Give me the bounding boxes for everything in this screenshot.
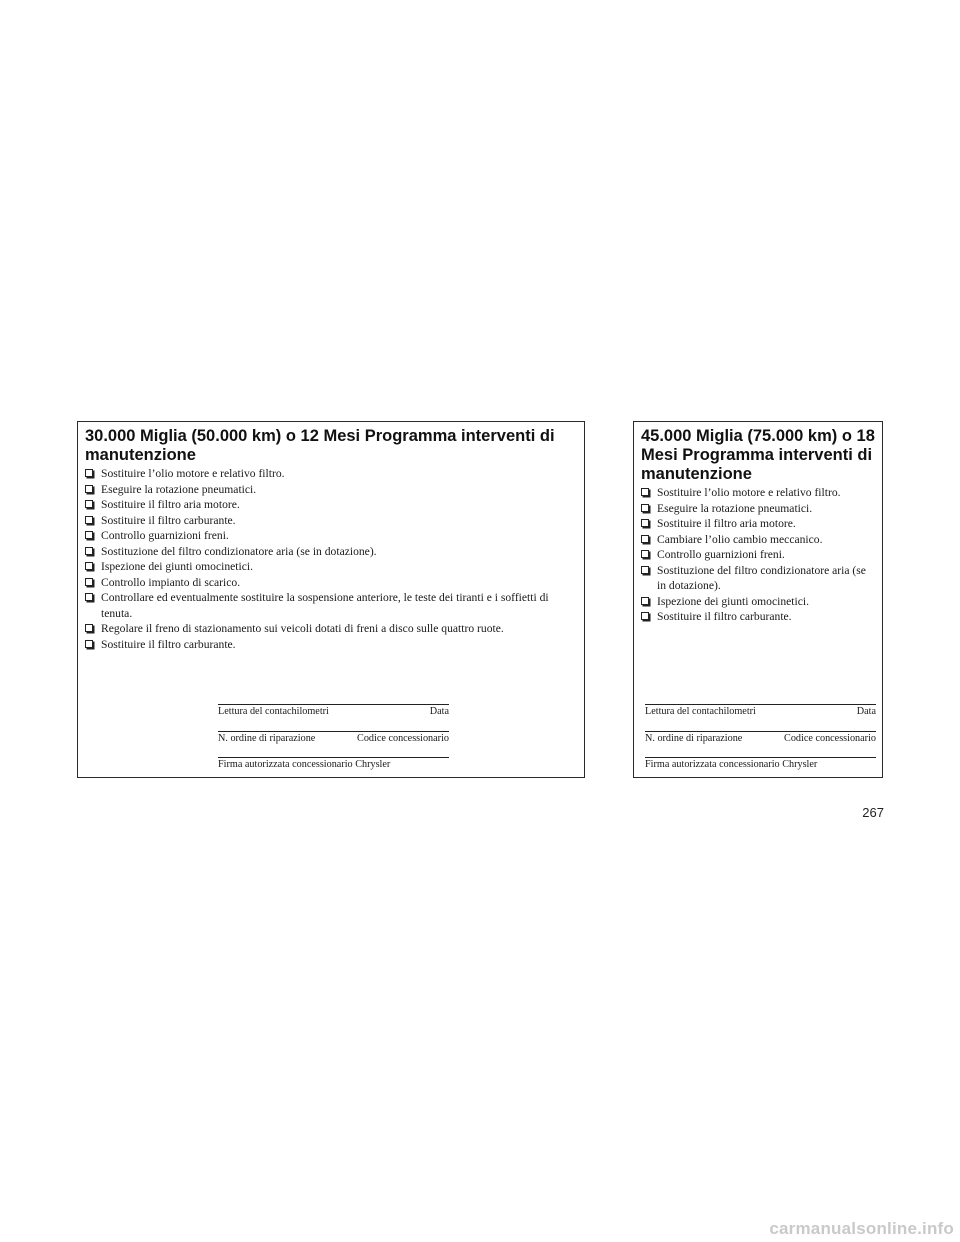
list-item: Eseguire la rotazione pneumatici.	[85, 482, 578, 498]
list-item: Sostituire l’olio motore e relativo filtro.	[85, 466, 578, 482]
checkbox-icon[interactable]	[85, 640, 93, 648]
checkbox-icon[interactable]	[641, 519, 649, 527]
list-item: Cambiare l’olio cambio meccanico.	[641, 532, 876, 548]
list-item: Controllare ed eventualmente sostituire la sospensione anteriore, le teste dei tiranti e i soffietti di tenuta.	[85, 590, 578, 621]
checkbox-icon[interactable]	[85, 593, 93, 601]
checkbox-icon[interactable]	[85, 578, 93, 586]
checkbox-icon[interactable]	[641, 550, 649, 558]
odometer-line[interactable]	[645, 704, 876, 718]
list-item: Controllo impianto di scarico.	[85, 575, 578, 591]
list-item: Controllo guarnizioni freni.	[641, 547, 876, 563]
box-title: 30.000 Miglia (50.000 km) o 12 Mesi Programma interventi di manutenzione	[85, 427, 555, 464]
repair-order-label: N. ordine di riparazione	[218, 733, 316, 744]
checkbox-icon[interactable]	[641, 612, 649, 620]
list-item: Sostituzione del filtro condizionatore aria (se in dotazione).	[85, 544, 578, 560]
odometer-line[interactable]	[218, 704, 449, 718]
checkbox-icon[interactable]	[641, 535, 649, 543]
checkbox-icon[interactable]	[641, 597, 649, 605]
checkbox-icon[interactable]	[641, 566, 649, 574]
repair-order-label: N. ordine di riparazione	[645, 733, 743, 744]
list-item: Sostituire il filtro carburante.	[85, 637, 578, 653]
checkbox-icon[interactable]	[85, 516, 93, 524]
list-item: Sostituire il filtro aria motore.	[85, 497, 578, 513]
checkbox-icon[interactable]	[85, 485, 93, 493]
checkbox-icon[interactable]	[641, 504, 649, 512]
repair-order-line[interactable]	[645, 731, 876, 745]
list-item: Sostituire il filtro carburante.	[85, 513, 578, 529]
list-item: Ispezione dei giunti omocinetici.	[85, 559, 578, 575]
dealer-code-label: Codice concessionario	[784, 733, 876, 744]
checkbox-icon[interactable]	[641, 488, 649, 496]
checklist	[641, 485, 876, 625]
list-item: Sostituzione del filtro condizionatore aria (se in dotazione).	[641, 563, 876, 594]
date-label: Data	[429, 706, 449, 717]
odometer-label: Lettura del contachilometri	[218, 706, 329, 717]
date-label: Data	[856, 706, 876, 717]
repair-order-line[interactable]	[218, 731, 449, 745]
list-item: Sostituire il filtro carburante.	[641, 609, 876, 625]
list-item: Ispezione dei giunti omocinetici.	[641, 594, 876, 610]
list-item: Sostituire l’olio motore e relativo filtro.	[641, 485, 876, 501]
checkbox-icon[interactable]	[85, 531, 93, 539]
checkbox-icon[interactable]	[85, 562, 93, 570]
box-title: 45.000 Miglia (75.000 km) o 18 Mesi Programma interventi di manutenzione	[641, 427, 875, 483]
list-item: Controllo guarnizioni freni.	[85, 528, 578, 544]
dealer-code-label: Codice concessionario	[357, 733, 449, 744]
dealer-signature-line[interactable]	[218, 757, 449, 771]
dealer-signature-label: Firma autorizzata concessionario Chrysler	[218, 759, 391, 770]
checkbox-icon[interactable]	[85, 547, 93, 555]
checklist	[85, 466, 578, 652]
list-item: Regolare il freno di stazionamento sui veicoli dotati di freni a disco sulle quattro ruote.	[85, 621, 578, 637]
checkbox-icon[interactable]	[85, 624, 93, 632]
checkbox-icon[interactable]	[85, 469, 93, 477]
signature-block	[645, 704, 876, 774]
list-item: Sostituire il filtro aria motore.	[641, 516, 876, 532]
checkbox-icon[interactable]	[85, 500, 93, 508]
signature-block	[218, 704, 449, 774]
page-number: 267	[862, 805, 884, 820]
dealer-signature-label: Firma autorizzata concessionario Chrysler	[645, 759, 818, 770]
maintenance-box-30000	[77, 421, 585, 778]
watermark: carmanualsonline.info	[769, 1219, 954, 1238]
list-item: Eseguire la rotazione pneumatici.	[641, 501, 876, 517]
odometer-label: Lettura del contachilometri	[645, 706, 756, 717]
dealer-signature-line[interactable]	[645, 757, 876, 771]
maintenance-box-45000	[633, 421, 883, 778]
